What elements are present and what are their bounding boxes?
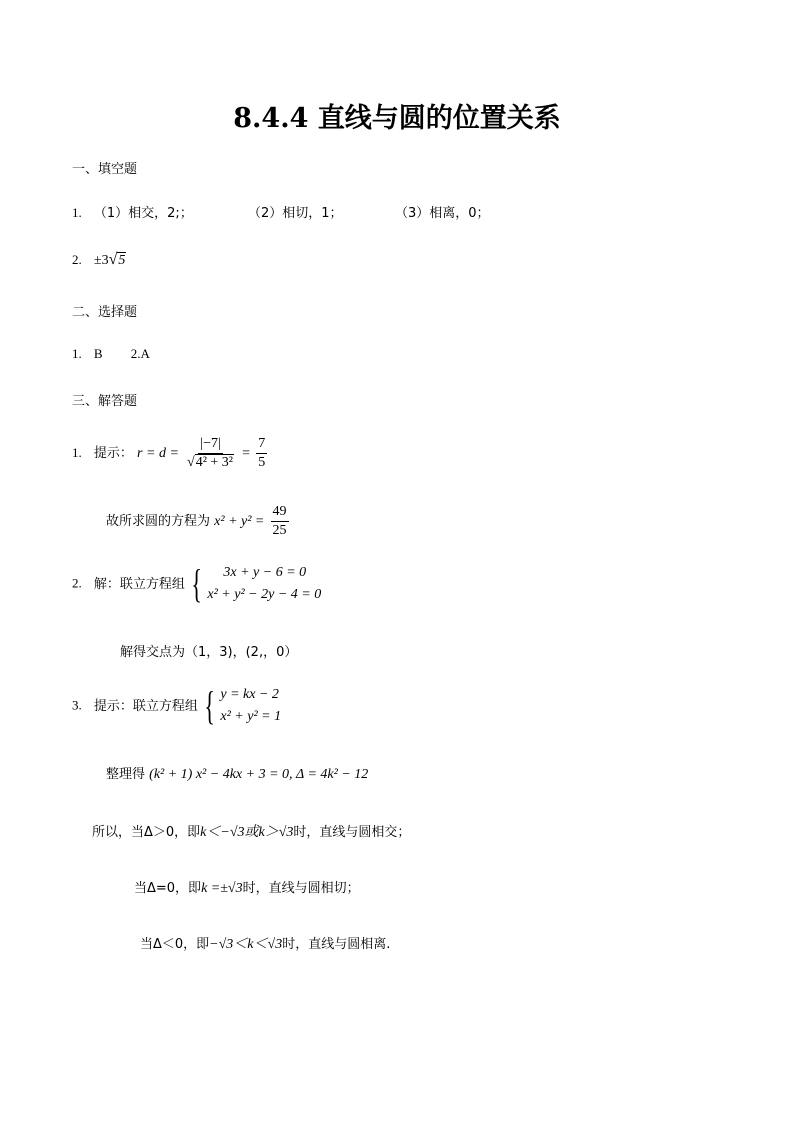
case-1-condition: k＜−√3或k＞√3	[200, 825, 294, 840]
system-equation-2: x² + y² = 1	[220, 709, 282, 724]
section-heading-choice: 二、选择题	[72, 305, 138, 320]
answer-2-radicand: 5	[118, 253, 126, 268]
page-title: 8.4.4 直线与圆的位置关系	[233, 103, 561, 134]
equation-system	[220, 684, 281, 728]
equals-sign: =	[242, 446, 251, 461]
case-3-condition: −√3＜k＜√3	[209, 937, 283, 952]
simplified-equation: (k² + 1) x² − 4kx + 3 = 0, Δ = 4k² − 12	[149, 767, 369, 782]
conclusion-text: 故所求圆的方程为	[106, 514, 211, 529]
question-number: 1.	[72, 346, 82, 361]
choice-answer-2: 2.A	[130, 346, 150, 361]
result-fraction	[256, 436, 267, 471]
left-brace: {	[204, 683, 215, 728]
left-brace: {	[191, 561, 202, 606]
case-1-post: 时，直线与圆相交；	[293, 825, 411, 840]
system-equation-1: 3x + y − 6 = 0	[223, 565, 307, 580]
case-tangent	[134, 877, 360, 897]
case-3-pre: 当Δ＜0，即	[140, 937, 210, 952]
question-number: 2.	[72, 252, 82, 267]
question-number: 1.	[72, 445, 82, 460]
system-equation-1: y = kx − 2	[220, 687, 279, 702]
intersection-result: 解得交点为（1，3)，(2,，0）	[120, 645, 298, 660]
equation-system	[207, 562, 321, 606]
case-intersect	[92, 821, 410, 841]
case-2-condition: k =±√3	[201, 881, 243, 896]
distance-fraction: $\frac{|-7|}{\text{√4² + 3²}}$	[187, 436, 234, 470]
case-2-pre: 当Δ=0，即	[134, 881, 202, 896]
circle-radius-fraction	[271, 504, 289, 539]
question-number: 1.	[72, 205, 82, 220]
case-3-post: 时，直线与圆相离.	[282, 937, 391, 952]
case-separate	[140, 933, 390, 953]
fraction-denominator: 4² + 3²	[195, 455, 234, 470]
answer-1-2: （2）相切，1；	[248, 206, 343, 221]
answer-1-3: （3）相离，0；	[395, 206, 490, 221]
section-heading-solution: 三、解答题	[72, 394, 138, 409]
simplify-label: 整理得	[106, 767, 146, 782]
radius-denominator: 25	[272, 523, 287, 538]
circle-equation-lhs: x² + y² =	[214, 514, 265, 529]
question-number: 3.	[72, 697, 82, 713]
choice-answers	[72, 346, 150, 362]
case-1-pre: 所以，当Δ＞0，即	[92, 825, 201, 840]
system-equation-2: x² + y² − 2y − 4 = 0	[207, 587, 322, 602]
result-numerator: 7	[256, 436, 267, 454]
solution-3	[72, 684, 281, 728]
answer-row-1	[72, 202, 193, 221]
answer-2-coefficient: ±3	[93, 253, 109, 268]
hint-label: 提示：	[93, 446, 133, 461]
answer-row-2: 2. ±3√5	[72, 251, 126, 268]
choice-answer-1: B	[93, 346, 103, 361]
question-number: 2.	[72, 575, 82, 591]
section-heading-fill-in: 一、填空题	[72, 162, 138, 177]
distance-lhs: r = d =	[137, 446, 179, 461]
system-label: 解：联立方程组	[93, 576, 185, 592]
system-label: 提示：联立方程组	[93, 698, 198, 714]
fraction-numerator: |−7|	[198, 436, 223, 454]
answer-1-1: （1）相交，2;；	[93, 206, 193, 221]
circle-equation-line	[106, 504, 291, 539]
result-denominator: 5	[258, 455, 266, 470]
solution-2	[72, 562, 321, 606]
solution-1	[72, 436, 269, 471]
case-2-post: 时，直线与圆相切；	[242, 881, 360, 896]
simplified-equation-line	[106, 763, 368, 783]
radius-numerator: 49	[271, 504, 289, 522]
